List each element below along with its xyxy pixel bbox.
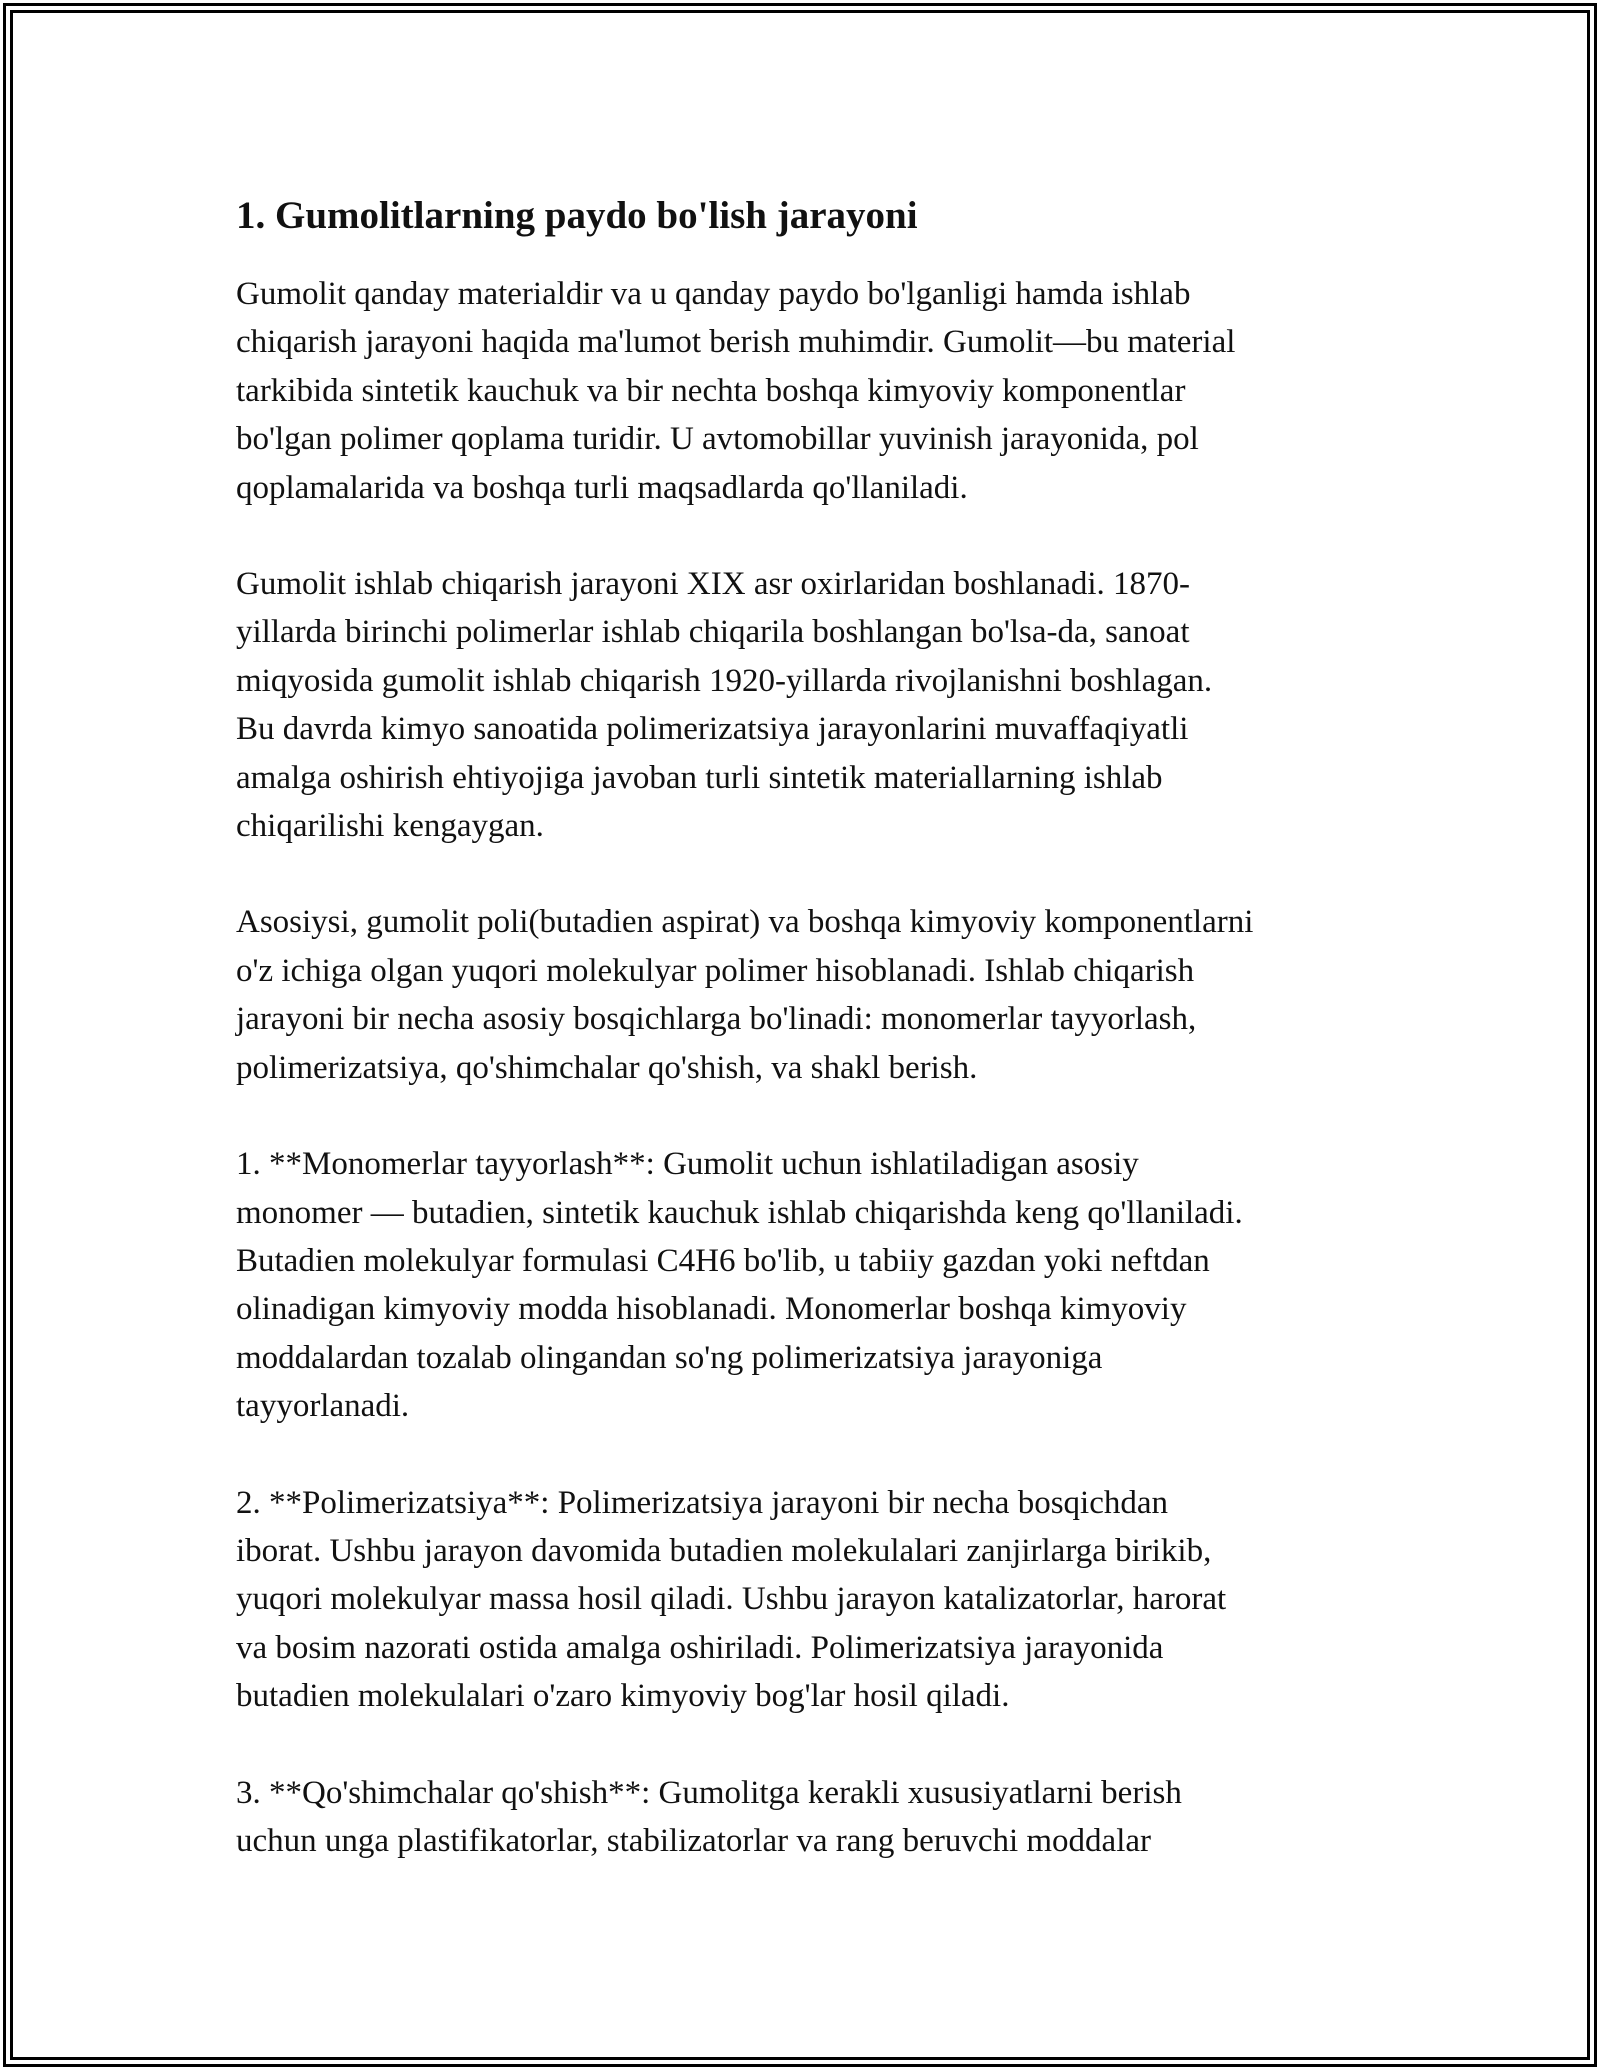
paragraph-step-polymerization: 2. **Polimerizatsiya**: Polimerizatsiya jarayoni bir necha bosqichdan iborat. Ushbu jarayon davomida butadien molekulalari zanjirlarga birikib, yuqori molekulyar massa hosil qiladi. Ushbu jarayon katalizatorlar, harorat va bosim nazorati ostida amalga oshiriladi. Polimerizatsiya jarayonida butadien molekulalari o'zaro kimyoviy bog'lar hosil qiladi. xyxy=(236,1484,1227,1715)
paragraph-step-monomers: 1. **Monomerlar tayyorlash**: Gumolit uchun ishlatiladigan asosiy monomer — butadien, sintetik kauchuk ishlab chiqarishda keng qo'llaniladi. Butadien molekulyar formulasi C4H6 bo'lib, u tabiiy gazdan yoki neftdan olinadigan kimyoviy modda hisoblanadi. Monomerlar boshqa kimyoviy moddalardan tozalab olingandan so'ng polimerizatsiya jarayoniga tayyorlanadi. xyxy=(236,1146,1243,1425)
section-heading: 1. Gumolitlarning paydo bo'lish jarayoni xyxy=(236,194,918,237)
paragraph-step-additives: 3. **Qo'shimchalar qo'shish**: Gumolitga kerakli xususiyatlarni berish uchun unga plastifikatorlar, stabilizatorlar va rang beruvchi moddalar xyxy=(236,1774,1182,1859)
document-body xyxy=(236,188,1376,1913)
paragraph-composition: Asosiysi, gumolit poli(butadien aspirat) va boshqa kimyoviy komponentlarni o'z ichiga olgan yuqori molekulyar polimer hisoblanadi. Ishlab chiqarish jarayoni bir necha asosiy bosqichlarga bo'linadi: monomerlar tayyorlash, polimerizatsiya, qo'shimchalar qo'shish, va shakl berish. xyxy=(236,904,1254,1086)
paragraph-intro: Gumolit qanday materialdir va u qanday paydo bo'lganligi hamda ishlab chiqarish jarayoni haqida ma'lumot berish muhimdir. Gumolit—bu material tarkibida sintetik kauchuk va bir nechta boshqa kimyoviy komponentlar bo'lgan polimer qoplama turidir. U avtomobillar yuvinish jarayonida, pol qoplamalarida va boshqa turli maqsadlarda qo'llaniladi. xyxy=(236,276,1236,506)
paragraph-history: Gumolit ishlab chiqarish jarayoni XIX asr oxirlaridan boshlanadi. 1870- yillarda birinchi polimerlar ishlab chiqarila boshlangan bo'lsa-da, sanoat miqyosida gumolit ishlab chiqarish 1920-yillarda rivojlanishni boshlagan. Bu davrda kimyo sanoatida polimerizatsiya jarayonlarini muvaffaqiyatli amalga oshirish ehtiyojiga javoban turli sintetik materiallarning ishlab chiqarilishi kengaygan. xyxy=(236,566,1213,845)
